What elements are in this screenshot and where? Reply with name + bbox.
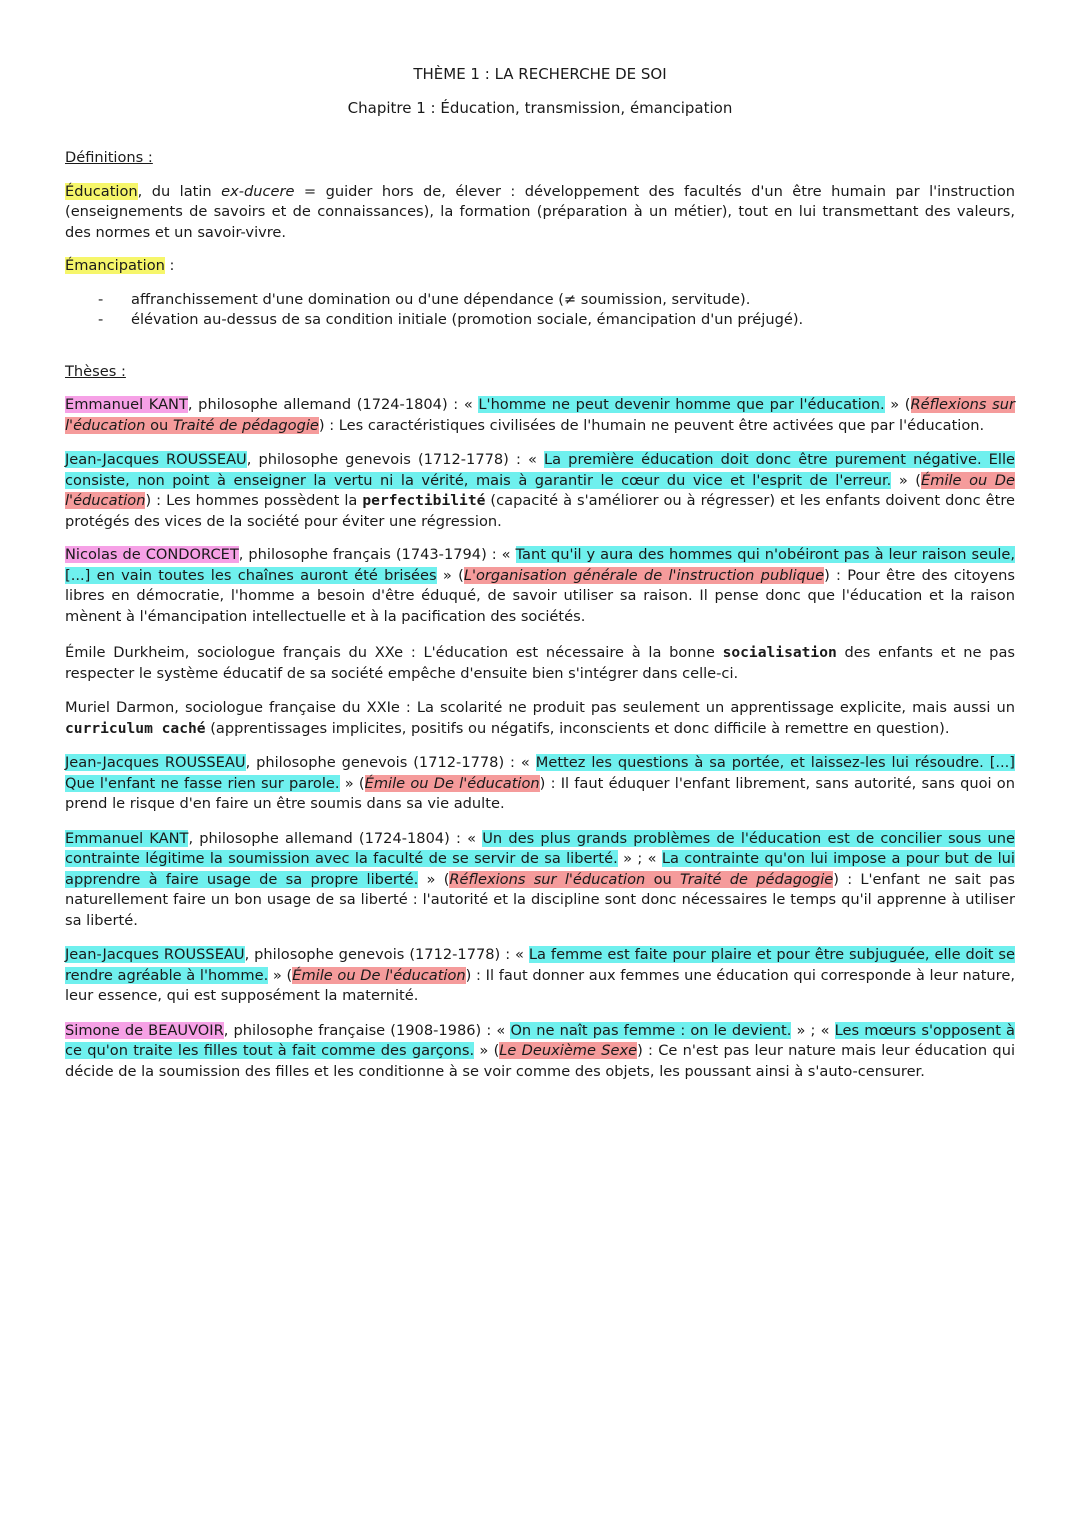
quote: La contrainte qu'on lui impose a pour but de lui apprendre à faire usage de sa propre liberté.	[65, 850, 1015, 888]
thesis-darmon: Muriel Darmon, sociologue française du XXIe : La scolarité ne produit pas seulement un apprentissage explicite, mais aussi un curriculum caché (apprentissages implicites, positifs ou négatifs, inconscients et donc difficile à remettre en question).	[65, 699, 1015, 737]
author-name: Simone de BEAUVOIR	[65, 1021, 224, 1039]
work-title: Traité de pédagogie	[680, 870, 834, 888]
definitions-heading: Définitions :	[65, 149, 153, 166]
quote: On ne naît pas femme : on le devient.	[510, 1021, 792, 1039]
key-term: perfectibilité	[362, 492, 486, 509]
thesis-condorcet: Nicolas de CONDORCET, philosophe français (1743-1794) : « Tant qu'il y aura des hommes qui n'obéiront pas à leur raison seule, [...] en vain toutes les chaînes auront été brisées » (L'organisation générale de l'instruction publique) : Pour être des citoyens libres en démocratie, l'homme a besoin d'être éduqué, de savoir utiliser sa raison. Il pense donc que l'éducation et la raison mènent à l'émancipation intellectuelle et à la pacification des sociétés.	[65, 546, 1015, 625]
thesis-kant-2: Emmanuel KANT, philosophe allemand (1724-1804) : « Un des plus grands problèmes de l'éducation est de concilier sous une contrainte légitime la soumission avec la faculté de se servir de sa liberté. » ; « La contrainte qu'on lui impose a pour but de lui apprendre à faire usage de sa propre liberté. » (Réflexions sur l'éducation ou Traité de pédagogie) : L'enfant ne sait pas naturellement faire un bon usage de sa liberté : l'autorité et la discipline sont donc nécessaires le temps qu'il apprenne à utiliser sa liberté.	[65, 829, 1015, 929]
work-title: Réflexions sur l'éducation	[65, 396, 1016, 434]
thesis-rousseau-1: Jean-Jacques ROUSSEAU, philosophe genevois (1712-1778) : « La première éducation doit donc être purement négative. Elle consiste, non point à enseigner la vertu ni la vérité, mais à garantir le cœur du vice et l'esprit de l'erreur. » (Émile ou De l'éducation) : Les hommes possèdent la perfectibilité (capacité à s'améliorer ou à régresser) et les enfants doivent donc être protégés des vices de la société pour éviter une régression.	[65, 451, 1016, 530]
key-term: curriculum caché	[65, 719, 206, 737]
definition-emancipation: Émancipation :	[65, 257, 175, 274]
author-name: Emmanuel KANT	[65, 829, 189, 847]
author-name: Jean-Jacques ROUSSEAU	[65, 451, 247, 468]
document-page	[65, 62, 1015, 1082]
page-title: THÈME 1 : LA RECHERCHE DE SOI	[413, 65, 667, 83]
quote: Un des plus grands problèmes de l'éducation est de concilier sous une contrainte légitime la soumission avec la faculté de se servir de sa liberté.	[65, 829, 1015, 867]
term-education: Éducation	[65, 182, 138, 200]
list-item: - élévation au-dessus de sa condition initiale (promotion sociale, émancipation d'un préjugé).	[131, 310, 1015, 331]
quote: Les mœurs s'opposent à ce qu'on traite les filles tout à fait comme des garçons.	[65, 1021, 1015, 1059]
work-title: Émile ou De l'éducation	[292, 966, 466, 984]
work-title: Émile ou De l'éducation	[65, 471, 1016, 509]
work-title: Émile ou De l'éducation	[364, 774, 540, 792]
work-title: Traité de pédagogie	[172, 416, 319, 434]
chapter-title: Chapitre 1 : Éducation, transmission, émancipation	[347, 98, 733, 117]
thesis-rousseau-2: Jean-Jacques ROUSSEAU, philosophe genevois (1712-1778) : « Mettez les questions à sa portée, et laissez-les lui résoudre. [...] Que l'enfant ne fasse rien sur parole. » (Émile ou De l'éducation) : Il faut éduquer l'enfant librement, sans autorité, sans quoi on prend le risque d'en faire un être soumis dans sa vie adulte.	[65, 754, 1016, 812]
author-name: Jean-Jacques ROUSSEAU	[65, 754, 246, 771]
work-title: Réflexions sur l'éducation	[449, 870, 646, 888]
quote: La première éducation doit donc être purement négative. Elle consiste, non point à enseigner la vertu ni la vérité, mais à garantir le cœur du vice et l'esprit de l'erreur.	[65, 451, 1015, 489]
key-term: socialisation	[722, 644, 837, 661]
thesis-kant-1: Emmanuel KANT, philosophe allemand (1724-1804) : « L'homme ne peut devenir homme que par l'éducation. » (Réflexions sur l'éducation ou Traité de pédagogie) : Les caractéristiques civilisées de l'humain ne peuvent être activées que par l'éducation.	[65, 396, 1016, 434]
quote: L'homme ne peut devenir homme que par l'éducation.	[478, 396, 885, 413]
thesis-beauvoir: Simone de BEAUVOIR, philosophe française (1908-1986) : « On ne naît pas femme : on le devient. » ; « Les mœurs s'opposent à ce qu'on traite les filles tout à fait comme des garçons. » (Le Deuxième Sexe) : Ce n'est pas leur nature mais leur éducation qui décide de la soumission des filles et les conditionne à se voir comme des objets, les poussant ainsi à s'auto-censurer.	[65, 1021, 1015, 1080]
work-title: Le Deuxième Sexe	[499, 1042, 638, 1059]
list-item: - affranchissement d'une domination ou d'une dépendance (≠ soumission, servitude).	[131, 290, 1015, 311]
theses-heading: Thèses :	[65, 362, 126, 380]
thesis-durkheim: Émile Durkheim, sociologue français du XXe : L'éducation est nécessaire à la bonne socialisation des enfants et ne pas respecter le système éducatif de sa société empêche d'ensuite bien s'intégrer dans celle-ci.	[65, 644, 1015, 682]
emancipation-list	[65, 290, 1015, 331]
author-name: Jean-Jacques ROUSSEAU	[65, 946, 245, 963]
thesis-rousseau-3: Jean-Jacques ROUSSEAU, philosophe genevois (1712-1778) : « La femme est faite pour plaire et pour être subjuguée, elle doit se rendre agréable à l'homme. » (Émile ou De l'éducation) : Il faut donner aux femmes une éducation qui corresponde à leur nature, leur essence, qui est supposément la maternité.	[65, 946, 1015, 1004]
quote: La femme est faite pour plaire et pour être subjuguée, elle doit se rendre agréable à l'homme.	[65, 946, 1015, 984]
latin-term: ex-ducere	[221, 182, 295, 200]
quote: Mettez les questions à sa portée, et laissez-les lui résoudre. [...] Que l'enfant ne fasse rien sur parole.	[65, 754, 1016, 792]
work-title: L'organisation générale de l'instruction publique	[463, 566, 825, 584]
definition-education: Éducation, du latin ex-ducere = guider hors de, élever : développement des facultés d'un être humain par l'instruction (enseignements de savoirs et de connaissances), la formation (préparation à un métier), tout en lui transmettant des valeurs, des normes et un savoir-vivre.	[65, 182, 1016, 241]
term-emancipation: Émancipation	[65, 257, 165, 274]
author-name: Nicolas de CONDORCET	[65, 546, 239, 563]
quote: Tant qu'il y aura des hommes qui n'obéiront pas à leur raison seule, [...] en vain toutes les chaînes auront été brisées	[65, 546, 1015, 584]
author-name: Emmanuel KANT	[65, 396, 188, 413]
